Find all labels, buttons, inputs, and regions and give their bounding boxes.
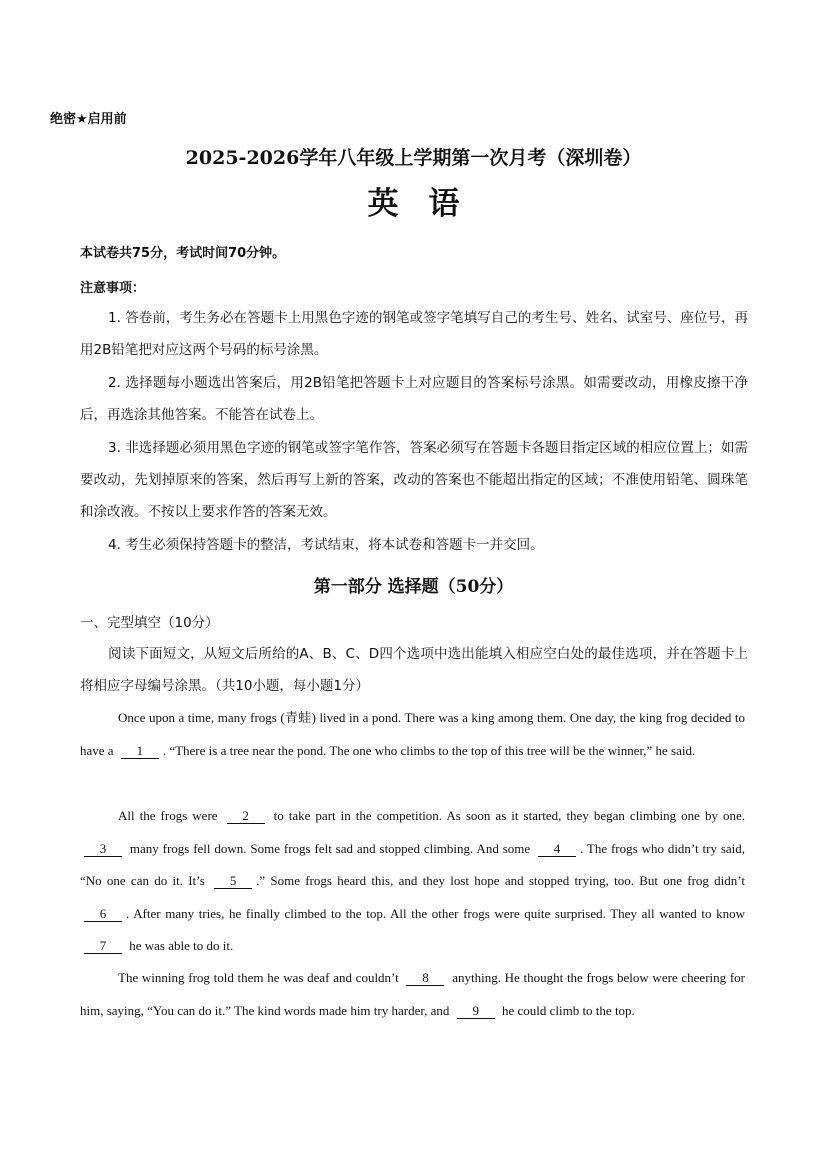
blank-5: 5	[214, 874, 252, 889]
passage-paragraph-2: All the frogs were 2 to take part in the competition. As soon as it started, they began climbing one by one. 3 many frogs fell down. Some frogs felt sad and stopped climbing. And some 4 . The frogs who didn’t try said, “No one can do it. It’s 5 .” Some frogs heard this, and they lost hope and stopped trying, too. But one frog didn’t 6 . After many tries, he finally climbed to the top. All the other frogs were quite surprised. They all wanted to know 7 he was able to do it.	[80, 808, 746, 953]
blank-6: 6	[84, 907, 122, 922]
part-instructions	[80, 638, 748, 702]
notice-text: 选择题每小题选出答案后，用2B铅笔把答题卡上对应题目的答案标号涂黑。如需要改动，用橡皮擦干净后，再选涂其他答案。不能答在试卷上。	[80, 375, 748, 423]
notice-text: 考生必须保持答题卡的整洁，考试结束，将本试卷和答题卡一并交回。	[125, 537, 544, 553]
notice-num: 2.	[108, 375, 121, 391]
blank-9: 9	[457, 1004, 495, 1019]
part-title: 一、完型填空（10分）	[80, 615, 219, 631]
notice-title: 注意事项：	[80, 281, 146, 296]
notice-num: 1.	[108, 310, 121, 326]
section-title: 第一部分 选择题（50分）	[313, 577, 514, 597]
notice-num: 3.	[108, 440, 121, 456]
notice-item-4	[80, 529, 748, 561]
instructions-text: 阅读下面短文，从短文后所给的A、B、C、D四个选项中选出能填入相应空白处的最佳选项，并在答题卡上将相应字母编号涂黑。（共10小题，每小题1分）	[80, 646, 748, 694]
blank-7: 7	[84, 939, 122, 954]
exam-info: 本试卷共75分，考试时间70分钟。	[80, 246, 286, 261]
notice-text: 非选择题必须用黑色字迹的钢笔或签字笔作答，答案必须写在答题卡各题目指定区域的相应位置上；如需要改动，先划掉原来的答案，然后再写上新的答案，改动的答案也不能超出指定的区域；不准使用铅笔、圆珠笔和涂改液。不按以上要求作答的答案无效。	[80, 440, 749, 520]
confidential-label: 绝密★启用前	[50, 112, 127, 127]
notice-item-3	[80, 432, 748, 528]
notice-text: 答卷前，考生务必在答题卡上用黑色字迹的钢笔或签字笔填写自己的考生号、姓名、试室号、座位号，再用2B铅笔把对应这两个号码的标号涂黑。	[80, 310, 749, 358]
blank-8: 8	[406, 971, 444, 986]
subject-title: 英语	[367, 186, 490, 222]
passage-paragraph-3: The winning frog told them he was deaf and couldn’t 8 anything. He thought the frogs below were cheering for him, saying, “You can do it.” The kind words made him try harder, and 9 he could climb to the top.	[80, 970, 746, 1018]
exam-title: 2025-2026学年八年级上学期第一次月考（深圳卷）	[185, 147, 642, 169]
passage-paragraph-1: Once upon a time, many frogs (青蛙) lived in a pond. There was a king among them. One day, the king frog decided to have a 1 . “There is a tree near the pond. The one who climbs to the top of this tree will be the winner,” he said.	[80, 710, 745, 758]
blank-2: 2	[227, 809, 265, 824]
notice-num: 4.	[108, 537, 121, 553]
notice-item-1	[80, 302, 748, 366]
blank-4: 4	[538, 842, 576, 857]
blank-3: 3	[84, 842, 122, 857]
notice-item-2	[80, 367, 748, 431]
blank-1: 1	[121, 744, 159, 759]
